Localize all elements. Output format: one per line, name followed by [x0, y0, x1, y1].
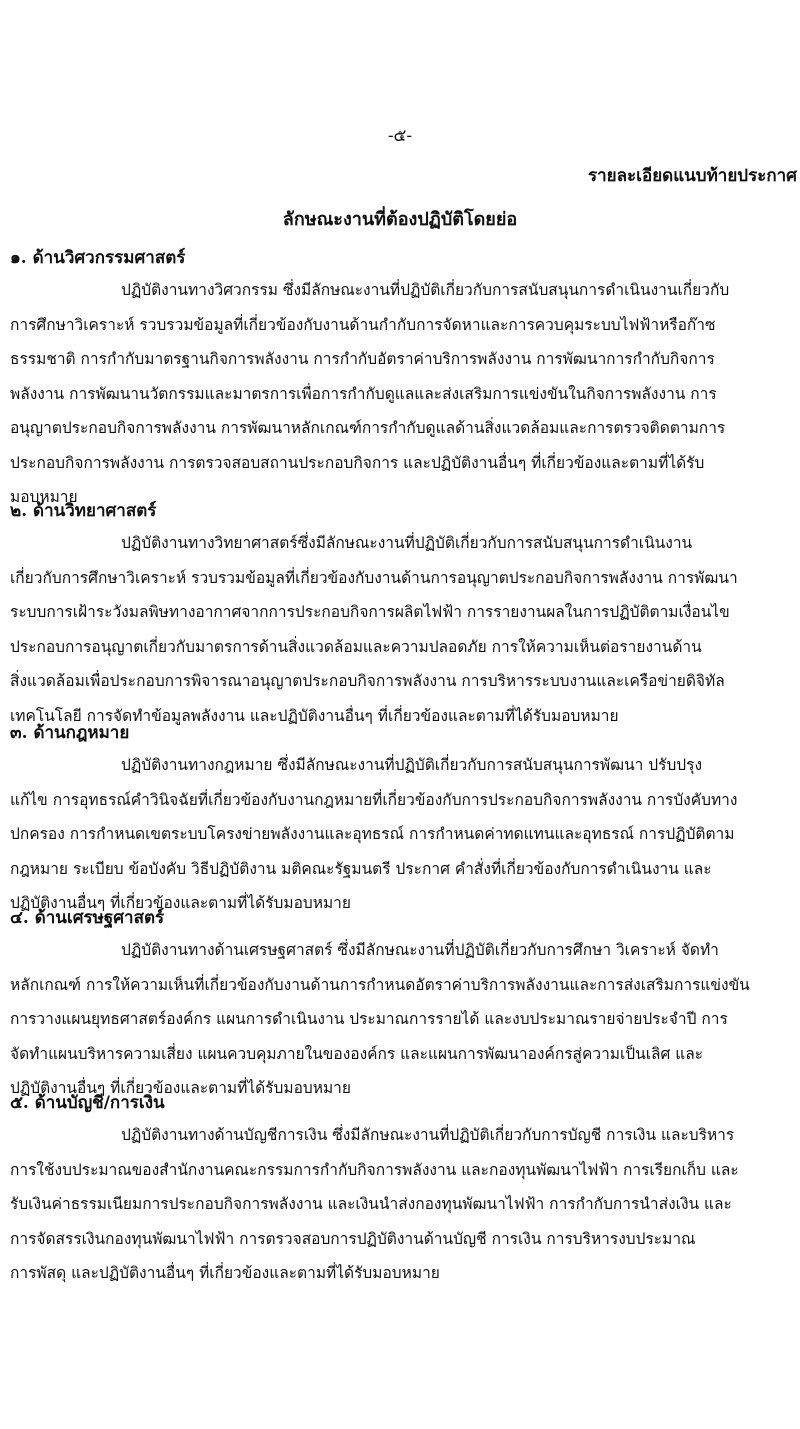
- document-heading: ลักษณะงานที่ต้องปฏิบัติโดยย่อ: [282, 209, 518, 230]
- section-title: ๓. ด้านกฎหมาย: [10, 723, 130, 743]
- paragraph-line: ระบบการเฝ้าระวังมลพิษทางอากาศจากการประกอบกิจการผลิตไฟฟ้า การรายงานผลในการปฏิบัติตามเงื่อนไข: [10, 603, 730, 621]
- page-number: -๕-: [387, 126, 413, 146]
- paragraph-line: ปกครอง การกำหนดเขตระบบโครงข่ายพลังงานและอุทธรณ์ การกำหนดค่าทดแทนและอุทธรณ์ การปฏิบัติตาม: [10, 825, 735, 843]
- section-title: ๒. ด้านวิทยาศาสตร์: [10, 501, 157, 521]
- paragraph-line: ปฏิบัติงานทางวิทยาศาสตร์ซึ่งมีลักษณะงานที่ปฏิบัติเกี่ยวกับการสนับสนุนการดำเนินงาน: [121, 534, 693, 552]
- paragraph-line: หลักเกณฑ์ การให้ความเห็นที่เกี่ยวข้องกับงานด้านการกำหนดอัตราค่าบริการพลังงานและการส่งเสริมการแข่งขัน: [10, 976, 750, 994]
- paragraph-line: ประกอบการอนุญาตเกี่ยวกับมาตรการด้านสิ่งแวดล้อมและความปลอดภัย การให้ความเห็นต่อรายงานด้าน: [10, 638, 702, 656]
- paragraph-line: แก้ไข การอุทธรณ์คำวินิจฉัยที่เกี่ยวข้องกับงานกฎหมายที่เกี่ยวข้องกับการประกอบกิจการพลังงาน การบังคับทาง: [10, 791, 738, 809]
- paragraph-line: ปฏิบัติงานอื่นๆ ที่เกี่ยวข้องและตามที่ได้รับมอบหมาย: [10, 1079, 351, 1097]
- paragraph-line: อนุญาตประกอบกิจการพลังงาน การพัฒนาหลักเกณฑ์การกำกับดูแลด้านสิ่งแวดล้อมและการตรวจติดตามการ: [10, 419, 726, 437]
- paragraph-line: การวางแผนยุทธศาสตร์องค์กร แผนการดำเนินงาน ประมาณการรายได้ และงบประมาณรายจ่ายประจำปี การ: [10, 1010, 728, 1028]
- paragraph-line: การใช้งบประมาณของสำนักงานคณะกรรมการกำกับกิจการพลังงาน และกองทุนพัฒนาไฟฟ้า การเรียกเก็บ และ: [10, 1161, 739, 1179]
- paragraph-line: การจัดสรรเงินกองทุนพัฒนาไฟฟ้า การตรวจสอบการปฏิบัติงานด้านบัญชี การเงิน การบริหารงบประมาณ: [10, 1230, 696, 1248]
- paragraph-line: ธรรมชาติ การกำกับมาตรฐานกิจการพลังงาน การกำกับอัตราค่าบริการพลังงาน การพัฒนาการกำกับกิจการ: [10, 350, 715, 368]
- paragraph-line: ปฏิบัติงานทางด้านบัญชีการเงิน ซึ่งมีลักษณะงานที่ปฏิบัติเกี่ยวกับการบัญชี การเงิน และบริหาร: [121, 1126, 735, 1144]
- paragraph-line: พลังงาน การพัฒนานวัตกรรมและมาตรการเพื่อการกำกับดูแลและส่งเสริมการแข่งขันในกิจการพลังงาน การ: [10, 385, 717, 403]
- section-title: ๔. ด้านเศรษฐศาสตร์: [10, 908, 165, 928]
- paragraph-line: มอบหมาย: [10, 488, 78, 506]
- paragraph-line: จัดทำแผนบริหารความเสี่ยง แผนควบคุมภายในขององค์กร และแผนการพัฒนาองค์กรสู่ความเป็นเลิศ และ: [10, 1045, 704, 1063]
- paragraph-line: ปฏิบัติงานอื่นๆ ที่เกี่ยวข้องและตามที่ได้รับมอบหมาย: [10, 894, 351, 912]
- paragraph-line: สิ่งแวดล้อมเพื่อประกอบการพิจารณาอนุญาตประกอบกิจการพลังงาน การบริหารระบบงานและเครือข่ายดิจิทัล: [10, 672, 725, 690]
- section-title: ๑. ด้านวิศวกรรมศาสตร์: [10, 248, 186, 268]
- paragraph-line: เกี่ยวกับการศึกษาวิเคราะห์ รวบรวมข้อมูลที่เกี่ยวข้องกับงานด้านการอนุญาตประกอบกิจการพลังงาน การพัฒนา: [10, 569, 738, 587]
- paragraph-line: การพัสดุ และปฏิบัติงานอื่นๆ ที่เกี่ยวข้องและตามที่ได้รับมอบหมาย: [10, 1264, 440, 1282]
- paragraph-line: ปฏิบัติงานทางด้านเศรษฐศาสตร์ ซึ่งมีลักษณะงานที่ปฏิบัติเกี่ยวกับการศึกษา วิเคราะห์ จัดทำ: [121, 941, 719, 959]
- paragraph-line: การศึกษาวิเคราะห์ รวบรวมข้อมูลที่เกี่ยวข้องกับงานด้านกำกับการจัดหาและการควบคุมระบบไฟฟ้าหรือก๊าซ: [10, 316, 716, 334]
- paragraph-line: ปฏิบัติงานทางวิศวกรรม ซึ่งมีลักษณะงานที่ปฏิบัติเกี่ยวกับการสนับสนุนการดำเนินงานเกี่ยวกับ: [121, 281, 730, 299]
- paragraph-line: รับเงินค่าธรรมเนียมการประกอบกิจการพลังงาน และเงินนำส่งกองทุนพัฒนาไฟฟ้า การกำกับการนำส่งเงิน และ: [10, 1195, 732, 1213]
- paragraph-line: กฎหมาย ระเบียบ ข้อบังคับ วิธีปฏิบัติงาน มติคณะรัฐมนตรี ประกาศ คำสั่งที่เกี่ยวข้องกับการดำเนินงาน และ: [10, 860, 712, 878]
- section-title: ๕. ด้านบัญชี/การเงิน: [10, 1093, 165, 1113]
- attachment-title: รายละเอียดแนบท้ายประกาศ: [588, 166, 797, 186]
- paragraph-line: ประกอบกิจการพลังงาน การตรวจสอบสถานประกอบกิจการ และปฏิบัติงานอื่นๆ ที่เกี่ยวข้องและตามที่ได้รับ: [10, 454, 705, 472]
- paragraph-line: ปฏิบัติงานทางกฎหมาย ซึ่งมีลักษณะงานที่ปฏิบัติเกี่ยวกับการสนับสนุนการพัฒนา ปรับปรุง: [121, 756, 703, 774]
- paragraph-line: เทคโนโลยี การจัดทำข้อมูลพลังงาน และปฏิบัติงานอื่นๆ ที่เกี่ยวข้องและตามที่ได้รับมอบหมาย: [10, 707, 619, 725]
